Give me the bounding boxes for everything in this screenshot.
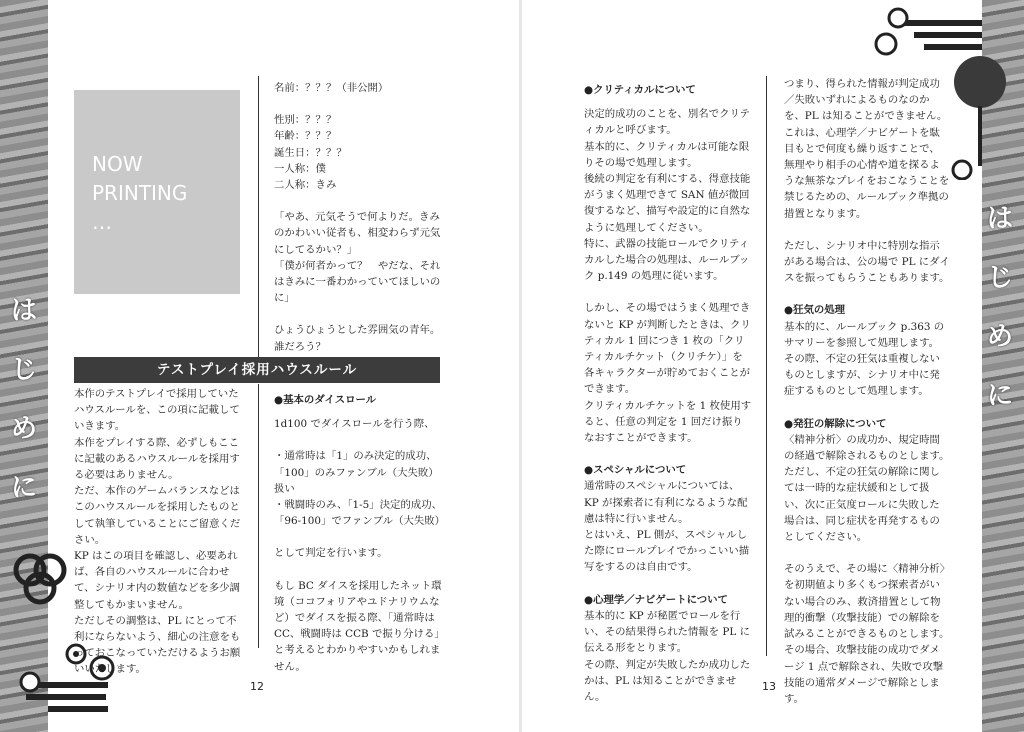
- profile-quote: 「やあ、元気そうで何よりだ。きみのかわいい従者も、相変わらず元気にしてるかい？」 「僕が何者かって？ やだな、それはきみに一番わかっていてほしいのに」: [274, 211, 441, 305]
- title-char: じ: [986, 263, 1013, 293]
- section-heading: ●スペシャルについて: [584, 464, 687, 477]
- title-char: は: [986, 204, 1013, 234]
- section-heading: ●基本のダイスロール: [274, 394, 377, 406]
- right-column-1: [584, 82, 752, 705]
- profile-detail: 誕生日：？？？: [274, 146, 347, 159]
- profile-detail: 一人称：僕: [274, 162, 326, 175]
- paragraph: 本作のテストプレイで採用していたハウスルールを、この項に記載していきます。: [74, 388, 240, 433]
- title-char: め: [10, 414, 37, 444]
- paragraph: 基本的に KP が秘匿でロールを行い、その結果得られた情報を PL に伝える形をとります。 その際、判定が失敗したか成功したかは、PL は知ることができません。: [584, 609, 751, 703]
- paragraph: つまり、得られた情報が判定成功／失敗いずれによるものなのかを、PL は知ることができません。 これは、心理学／ナビゲートを駄目もとで何度も繰り返すことで、無理やり相手の心情や道を探るような無茶なプレイをおこなうことを禁じるための、ルールブック準拠の措置となります。: [784, 78, 950, 220]
- title-char: に: [10, 473, 37, 503]
- section-heading: ●クリティカルについて: [584, 84, 696, 96]
- page-number-left: 12: [250, 680, 264, 693]
- column-divider: [258, 76, 259, 364]
- paragraph: 決定的成功のことを、別名でクリティカルと呼びます。 基本的に、クリティカルは可能な限りその場で処理します。 後続の判定を有利にする、得意技能がうまく処理できて SAN 値が微回復するなど、描写や設定的に自然なように処理してください。 特に、武器の技能ロールでクリティカルした場合の処理は、ルールブック p.149 の処理に従います。: [584, 108, 751, 283]
- column-divider: [258, 384, 259, 648]
- paragraph: ただし、シナリオ中に特別な指示がある場合は、公の場で PL にダイスを振ってもらうこともあります。: [784, 239, 950, 285]
- paragraph: 1d100 でダイスロールを行う際、: [274, 418, 435, 431]
- page-number-right: 13: [762, 680, 776, 693]
- title-char: じ: [10, 355, 37, 385]
- profile-column: [274, 80, 442, 355]
- knot-ornament-icon: [0, 540, 80, 620]
- paragraph: そのうえで、その場に〈精神分析〉を初期値より多くもつ探索者がいない場合のみ、救済措置として物理的衝撃（攻撃技能）での解除を試みることができるものとします。 その場合、攻撃技能の成功でダメージ 1 点で解除され、失敗で攻撃技能の通常ダメージで解除とします。: [784, 563, 950, 705]
- tassel-ornament-icon: [946, 20, 1006, 180]
- profile-detail: 性別：？？？: [274, 114, 337, 127]
- section-heading: ●心理学／ナビゲートについて: [584, 593, 728, 606]
- left-vertical-title: [10, 290, 38, 504]
- title-char: め: [986, 322, 1013, 352]
- now-printing-placeholder: NOW PRINTING …: [74, 90, 240, 294]
- paragraph: 本作をプレイする際、必ずしもここに記載のあるハウスルールを採用する必要はありません。: [74, 436, 240, 482]
- paragraph: ただ、本作のゲームバランスなどはこのハウスルールを採用したものとして執筆していることにご留意ください。: [74, 485, 241, 546]
- paragraph: ・通常時は「1」のみ決定的成功、「100」のみファンブル（大失敗）扱い ・戦闘時のみ、「1-5」決定的成功、「96-100」でファンブル（大失敗）: [274, 450, 446, 528]
- section-banner: テストプレイ採用ハウスルール: [74, 357, 440, 383]
- paragraph: 基本的に、ルールブック p.363 のサマリーを参照して処理します。 その際、不定の狂気は重複しないものとしますが、シナリオ中に発症するものとして処理します。: [784, 320, 945, 398]
- right-column-2: [784, 76, 950, 707]
- paragraph: ただしその調整は、PL にとって不利にならないよう、細心の注意をもっておこなっていただけるようお願いいたします。: [74, 614, 241, 676]
- column-divider: [766, 76, 767, 656]
- intro-column: [74, 386, 242, 678]
- paragraph: もし BC ダイスを採用したネット環境（ココフォリアやユドナリウムなど）でダイスを振る際、「通常時は CC、戦闘時は CCB で振り分ける」と考えるとわかりやすいかもしれません。: [274, 579, 442, 673]
- paragraph: KP はこの項目を確認し、必要あれば、各自のハウスルールに合わせて、シナリオ内の数値などを多少調整してもかまいません。: [74, 550, 240, 611]
- section-heading: ●発狂の解除について: [784, 417, 887, 430]
- paragraph: 〈精神分析〉の成功か、規定時間の経過で解除されるものとします。 ただし、不定の狂気の解除に関しては一時的な症状緩和として扱い、次に正気度ロールに失敗した場合は、同じ症状を再発するものとしてください。: [784, 433, 950, 544]
- dice-rules-column: [274, 392, 446, 675]
- right-vertical-title: [986, 198, 1014, 412]
- section-heading: ●狂気の処理: [784, 304, 846, 317]
- profile-detail: 年齢：？？？: [274, 130, 337, 143]
- title-char: は: [10, 296, 37, 326]
- paragraph: しかし、その場ではうまく処理できないと KP が判断したときは、クリティカル 1 回につき 1 枚の「クリティカルチケット（クリチケ）」を各キャラクターが貯めておくことができます。 クリティカルチケットを 1 枚使用すると、任意の判定を 1 回だけ振りなおすことができます。: [584, 302, 752, 445]
- paragraph: 通常時のスペシャルについては、KP が探索者に有利になるような配慮は特に行いません。 とはいえ、PL 側が、スペシャルした際にロールプレイでかっこいい描写をするのは自由です。: [584, 480, 750, 574]
- profile-description: ひょうひょうとした雰囲気の青年。誰だろう？: [274, 324, 441, 353]
- profile-detail: 二人称：きみ: [274, 179, 337, 192]
- title-char: に: [986, 381, 1013, 411]
- paragraph: として判定を行います。: [274, 547, 388, 560]
- profile-name: 名前：？？？（非公開）: [274, 82, 389, 94]
